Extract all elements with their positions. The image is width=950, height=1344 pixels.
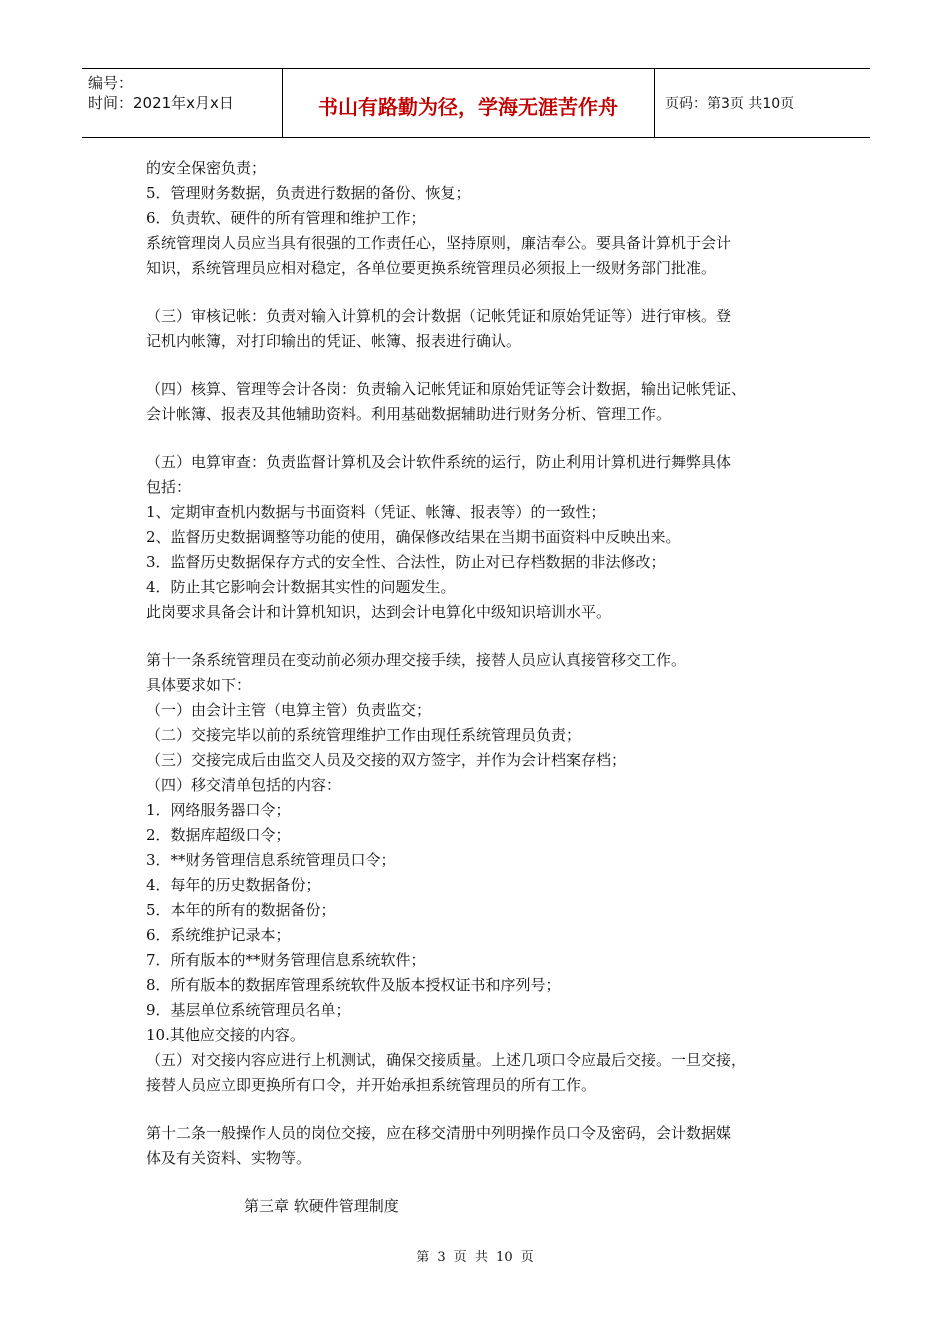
text-line: 包括：: [146, 478, 192, 496]
header-number-label: 编号：: [88, 74, 134, 92]
text-line: 第十一条系统管理员在变动前必须办理交接手续，接替人员应认真接管移交工作。: [146, 651, 687, 669]
text-line: 会计帐簿、报表及其他辅助资料。利用基础数据辅助进行财务分析、管理工作。: [146, 405, 672, 423]
text-line: 系统管理岗人员应当具有很强的工作责任心，坚持原则，廉洁奉公。要具备计算机于会计: [146, 234, 732, 252]
paragraph-gap: [146, 625, 826, 648]
text-line: 6．负责软、硬件的所有管理和维护工作；: [146, 209, 426, 227]
header-divider: [654, 69, 655, 137]
text-line: 9．基层单位系统管理员名单；: [146, 1001, 351, 1019]
text-line: 1、定期审查机内数据与书面资料（凭证、帐簿、报表等）的一致性；: [146, 503, 606, 521]
text-line: （五）电算审查：负责监督计算机及会计软件系统的运行，防止利用计算机进行舞弊具体: [146, 453, 732, 471]
text-line: 此岗要求具备会计和计算机知识，达到会计电算化中级知识培训水平。: [146, 603, 612, 621]
text-line: 体及有关资料、实物等。: [146, 1149, 312, 1167]
page-footer: 第 3 页 共 10 页: [416, 1250, 534, 1265]
paragraph-gap: [146, 354, 826, 377]
text-line: 具体要求如下：: [146, 676, 252, 694]
text-line: （三）审核记帐：负责对输入计算机的会计数据（记帐凭证和原始凭证等）进行审核。登: [146, 307, 732, 325]
text-line: （一）由会计主管（电算主管）负责监交；: [146, 701, 432, 719]
text-line: 8．所有版本的数据库管理系统软件及版本授权证书和序列号；: [146, 976, 561, 994]
text-line: 记机内帐簿，对打印输出的凭证、帐簿、报表进行确认。: [146, 332, 522, 350]
text-line: （四）核算、管理等会计各岗：负责输入记帐凭证和原始凭证等会计数据，输出记帐凭证、: [146, 380, 747, 398]
text-line: 5．管理财务数据，负责进行数据的备份、恢复；: [146, 184, 471, 202]
text-line: 4．防止其它影响会计数据其实性的问题发生。: [146, 578, 456, 596]
chapter-title: 第三章 软硬件管理制度: [244, 1197, 399, 1215]
text-line: 第十二条一般操作人员的岗位交接，应在移交清册中列明操作员口令及密码，会计数据媒: [146, 1124, 732, 1142]
document-header: [82, 68, 870, 138]
text-line: 10.其他应交接的内容。: [146, 1026, 305, 1044]
text-line: （三）交接完成后由监交人员及交接的双方签字，并作为会计档案存档；: [146, 751, 627, 769]
paragraph-gap: [146, 1171, 826, 1194]
header-meta: [88, 73, 278, 113]
text-line: （五）对交接内容应进行上机测试，确保交接质量。上述几项口令应最后交接。一旦交接，: [146, 1051, 747, 1069]
document-body: [146, 156, 826, 1219]
header-date: 时间：2021年x月x日: [88, 94, 234, 112]
text-line: 2、监督历史数据调整等功能的使用，确保修改结果在当期书面资料中反映出来。: [146, 528, 681, 546]
text-line: 的安全保密负责；: [146, 159, 267, 177]
header-motto: 书山有路勤为径，学海无涯苦作舟: [318, 95, 618, 119]
paragraph-gap: [146, 427, 826, 450]
text-line: 接替人员应立即更换所有口令，并开始承担系统管理员的所有工作。: [146, 1076, 597, 1094]
paragraph-gap: [146, 281, 826, 304]
text-line: 6．系统维护记录本；: [146, 926, 291, 944]
text-line: （四）移交清单包括的内容：: [146, 776, 342, 794]
text-line: 知识，系统管理员应相对稳定，各单位要更换系统管理员必须报上一级财务部门批准。: [146, 259, 717, 277]
text-line: 3．监督历史数据保存方式的安全性、合法性，防止对已存档数据的非法修改；: [146, 553, 666, 571]
text-line: 4．每年的历史数据备份；: [146, 876, 321, 894]
text-line: （二）交接完毕以前的系统管理维护工作由现任系统管理员负责；: [146, 726, 582, 744]
text-line: 1．网络服务器口令；: [146, 801, 291, 819]
text-line: 5．本年的所有的数据备份；: [146, 901, 336, 919]
text-line: 3．**财务管理信息系统管理员口令；: [146, 851, 396, 869]
text-line: 7．所有版本的**财务管理信息系统软件；: [146, 951, 426, 969]
paragraph-gap: [146, 1098, 826, 1121]
text-line: 2．数据库超级口令；: [146, 826, 291, 844]
header-page-info: 页码：第3页 共10页: [665, 96, 795, 112]
